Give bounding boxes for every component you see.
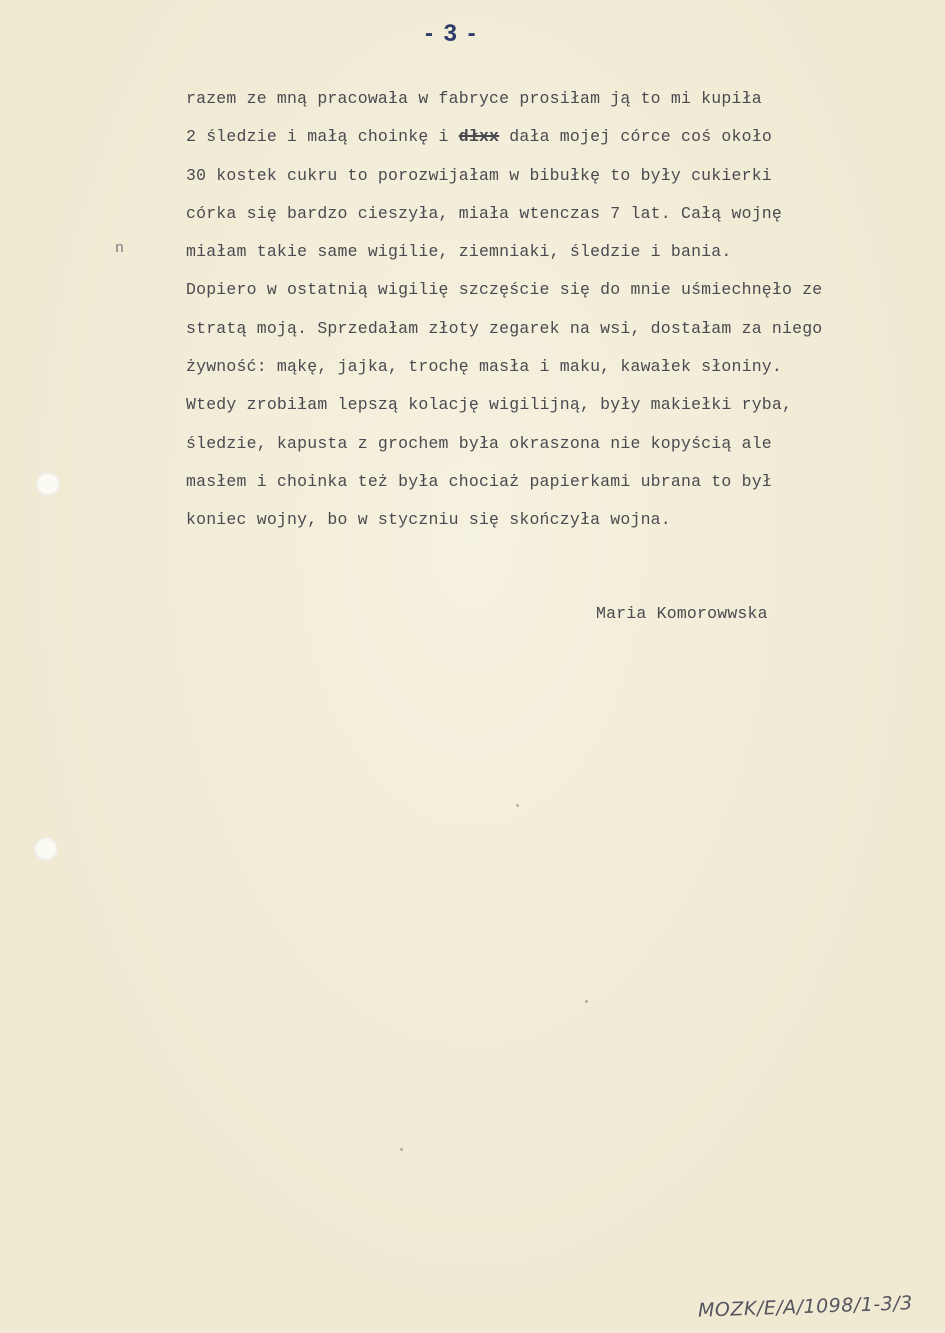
text-line: masłem i choinka też była chociaż papierkami ubrana to był [186,471,772,491]
archive-reference-mark: MOZK/E/A/1098/1-3/3 [697,1292,914,1322]
text-line: śledzie, kapusta z grochem była okraszona nie kopyścią ale [186,433,772,453]
text-line: Dopiero w ostatnią wigilię szczęście się do mnie uśmiechnęło ze [186,280,823,300]
punch-hole [34,837,58,861]
page-number: - 3 - [425,20,478,47]
signature: Maria Komorowwska [596,604,768,623]
paper-speck [516,804,519,807]
text-line: 2 śledzie i małą choinkę i dłxx dała mojej córce coś około [186,127,772,147]
text-line: żywność: mąkę, jajka, trochę masła i maku, kawałek słoniny. [186,357,782,377]
text-line: 30 kostek cukru to porozwijałam w bibułkę to były cukierki [186,165,772,185]
margin-mark: n [115,240,125,257]
text-line: miałam takie same wigilie, ziemniaki, śledzie i bania. [186,242,732,262]
text-line: córka się bardzo cieszyła, miała wtenczas 7 lat. Całą wojnę [186,203,782,223]
text-line: stratą moją. Sprzedałam złoty zegarek na wsi, dostałam za niego [186,318,823,338]
struck-out-word: dłxx [458,127,500,147]
text-line: Wtedy zrobiłam lepszą kolację wigilijną, były makiełki ryba, [186,395,793,415]
text-line: koniec wojny, bo w styczniu się skończyła wojna. [186,510,671,530]
text-line: razem ze mną pracowała w fabryce prosiłam ją to mi kupiła [186,89,762,108]
punch-hole [36,472,60,496]
paper-speck [400,1148,403,1151]
letter-body [186,84,916,544]
paper-speck [585,1000,588,1003]
